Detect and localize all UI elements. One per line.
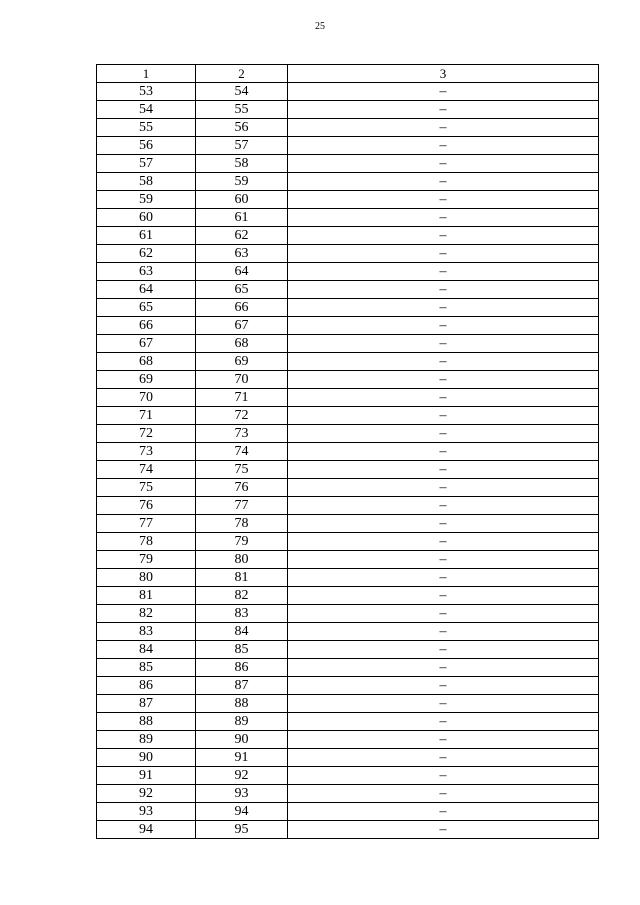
table-cell-col-3: –	[288, 767, 599, 785]
table-cell-col-2: 92	[196, 767, 288, 785]
table-cell-col-3: –	[288, 713, 599, 731]
table-row	[97, 173, 599, 191]
table-cell-col-1: 54	[97, 101, 196, 119]
table-cell-col-1: 56	[97, 137, 196, 155]
table-row	[97, 749, 599, 767]
table-cell-col-2: 65	[196, 281, 288, 299]
table-cell-col-2: 70	[196, 371, 288, 389]
table-cell-col-3: –	[288, 299, 599, 317]
table-row	[97, 677, 599, 695]
table-row	[97, 263, 599, 281]
table-cell-col-1: 75	[97, 479, 196, 497]
table-row	[97, 155, 599, 173]
table-cell-col-3: –	[288, 407, 599, 425]
table-cell-col-3: –	[288, 83, 599, 101]
table-cell-col-1: 90	[97, 749, 196, 767]
table-cell-col-2: 58	[196, 155, 288, 173]
column-header-3: 3	[288, 65, 599, 83]
table-cell-col-2: 90	[196, 731, 288, 749]
table-cell-col-2: 80	[196, 551, 288, 569]
table-cell-col-1: 62	[97, 245, 196, 263]
table-cell-col-2: 83	[196, 605, 288, 623]
table-cell-col-1: 94	[97, 821, 196, 839]
table-cell-col-1: 66	[97, 317, 196, 335]
table-cell-col-3: –	[288, 119, 599, 137]
table-cell-col-3: –	[288, 281, 599, 299]
table-cell-col-3: –	[288, 569, 599, 587]
table-cell-col-2: 91	[196, 749, 288, 767]
table-row	[97, 479, 599, 497]
table-cell-col-2: 68	[196, 335, 288, 353]
table-row	[97, 83, 599, 101]
table-cell-col-1: 70	[97, 389, 196, 407]
table-cell-col-1: 88	[97, 713, 196, 731]
table-cell-col-2: 64	[196, 263, 288, 281]
table-cell-col-1: 67	[97, 335, 196, 353]
table-cell-col-3: –	[288, 173, 599, 191]
table-row	[97, 443, 599, 461]
table-cell-col-3: –	[288, 191, 599, 209]
table-cell-col-2: 95	[196, 821, 288, 839]
table-cell-col-3: –	[288, 425, 599, 443]
table-row	[97, 533, 599, 551]
table-row	[97, 299, 599, 317]
table-cell-col-1: 58	[97, 173, 196, 191]
table-cell-col-3: –	[288, 479, 599, 497]
table-cell-col-2: 89	[196, 713, 288, 731]
table-cell-col-3: –	[288, 263, 599, 281]
table-cell-col-1: 53	[97, 83, 196, 101]
table-cell-col-1: 60	[97, 209, 196, 227]
table-cell-col-1: 86	[97, 677, 196, 695]
table-row	[97, 695, 599, 713]
table-cell-col-1: 93	[97, 803, 196, 821]
table-row	[97, 641, 599, 659]
table-cell-col-1: 73	[97, 443, 196, 461]
table-cell-col-3: –	[288, 353, 599, 371]
table-cell-col-3: –	[288, 821, 599, 839]
table-cell-col-2: 82	[196, 587, 288, 605]
table-cell-col-2: 84	[196, 623, 288, 641]
table-cell-col-2: 69	[196, 353, 288, 371]
table-cell-col-2: 56	[196, 119, 288, 137]
table-row	[97, 227, 599, 245]
table-cell-col-2: 63	[196, 245, 288, 263]
table-cell-col-2: 78	[196, 515, 288, 533]
table-row	[97, 551, 599, 569]
table-cell-col-1: 65	[97, 299, 196, 317]
table-cell-col-2: 77	[196, 497, 288, 515]
table-cell-col-1: 82	[97, 605, 196, 623]
table-cell-col-3: –	[288, 551, 599, 569]
table-cell-col-3: –	[288, 335, 599, 353]
table-row	[97, 821, 599, 839]
table-cell-col-2: 62	[196, 227, 288, 245]
table-cell-col-3: –	[288, 371, 599, 389]
table-cell-col-1: 83	[97, 623, 196, 641]
table-cell-col-1: 87	[97, 695, 196, 713]
table-row	[97, 713, 599, 731]
table-cell-col-3: –	[288, 155, 599, 173]
table-cell-col-3: –	[288, 587, 599, 605]
table-cell-col-1: 71	[97, 407, 196, 425]
table-cell-col-2: 81	[196, 569, 288, 587]
table-cell-col-3: –	[288, 245, 599, 263]
table-cell-col-3: –	[288, 731, 599, 749]
table-cell-col-2: 85	[196, 641, 288, 659]
table-cell-col-1: 61	[97, 227, 196, 245]
table-cell-col-1: 64	[97, 281, 196, 299]
table-cell-col-3: –	[288, 677, 599, 695]
table-cell-col-3: –	[288, 623, 599, 641]
table-cell-col-1: 84	[97, 641, 196, 659]
table-cell-col-1: 72	[97, 425, 196, 443]
table-cell-col-3: –	[288, 695, 599, 713]
table-cell-col-1: 68	[97, 353, 196, 371]
table-cell-col-2: 87	[196, 677, 288, 695]
table-cell-col-1: 69	[97, 371, 196, 389]
table-cell-col-3: –	[288, 497, 599, 515]
table-cell-col-2: 76	[196, 479, 288, 497]
table-row	[97, 317, 599, 335]
table-cell-col-3: –	[288, 101, 599, 119]
table-cell-col-3: –	[288, 317, 599, 335]
table-cell-col-1: 81	[97, 587, 196, 605]
page-number: 25	[315, 21, 325, 32]
table-row	[97, 731, 599, 749]
table-row	[97, 209, 599, 227]
table-row	[97, 767, 599, 785]
table-cell-col-3: –	[288, 605, 599, 623]
table-cell-col-3: –	[288, 641, 599, 659]
table-cell-col-2: 72	[196, 407, 288, 425]
table-cell-col-1: 55	[97, 119, 196, 137]
table-row	[97, 785, 599, 803]
table-row	[97, 515, 599, 533]
table-cell-col-1: 92	[97, 785, 196, 803]
table-row	[97, 659, 599, 677]
table-cell-col-1: 78	[97, 533, 196, 551]
table-cell-col-1: 85	[97, 659, 196, 677]
table-cell-col-2: 88	[196, 695, 288, 713]
table-cell-col-2: 54	[196, 83, 288, 101]
table-cell-col-2: 93	[196, 785, 288, 803]
table-cell-col-1: 79	[97, 551, 196, 569]
table-cell-col-2: 67	[196, 317, 288, 335]
table-cell-col-3: –	[288, 389, 599, 407]
table-row	[97, 623, 599, 641]
table-cell-col-2: 59	[196, 173, 288, 191]
table-cell-col-2: 55	[196, 101, 288, 119]
table-row	[97, 245, 599, 263]
table-row	[97, 803, 599, 821]
table-row	[97, 353, 599, 371]
table-cell-col-2: 73	[196, 425, 288, 443]
table-cell-col-2: 79	[196, 533, 288, 551]
table-cell-col-3: –	[288, 533, 599, 551]
table-body	[97, 83, 599, 839]
table-cell-col-1: 91	[97, 767, 196, 785]
column-header-1: 1	[97, 65, 196, 83]
table-cell-col-3: –	[288, 749, 599, 767]
table-cell-col-1: 77	[97, 515, 196, 533]
table-cell-col-1: 63	[97, 263, 196, 281]
table-cell-col-2: 57	[196, 137, 288, 155]
table-cell-col-2: 60	[196, 191, 288, 209]
table-cell-col-2: 75	[196, 461, 288, 479]
table-cell-col-2: 61	[196, 209, 288, 227]
table-row	[97, 389, 599, 407]
table-cell-col-1: 59	[97, 191, 196, 209]
table-row	[97, 587, 599, 605]
table-row	[97, 569, 599, 587]
table-cell-col-2: 94	[196, 803, 288, 821]
table-row	[97, 497, 599, 515]
table-cell-col-2: 74	[196, 443, 288, 461]
table-row	[97, 605, 599, 623]
table-header-row	[97, 65, 599, 83]
table-cell-col-1: 57	[97, 155, 196, 173]
table-cell-col-3: –	[288, 515, 599, 533]
table-cell-col-3: –	[288, 209, 599, 227]
table-cell-col-2: 66	[196, 299, 288, 317]
table-cell-col-1: 89	[97, 731, 196, 749]
table-cell-col-3: –	[288, 443, 599, 461]
table-row	[97, 101, 599, 119]
table-row	[97, 425, 599, 443]
table-cell-col-1: 74	[97, 461, 196, 479]
table-row	[97, 191, 599, 209]
table-cell-col-2: 86	[196, 659, 288, 677]
table-cell-col-3: –	[288, 137, 599, 155]
table-cell-col-3: –	[288, 785, 599, 803]
table-cell-col-2: 71	[196, 389, 288, 407]
table-row	[97, 461, 599, 479]
table-cell-col-3: –	[288, 803, 599, 821]
table-row	[97, 137, 599, 155]
table-row	[97, 371, 599, 389]
table-cell-col-1: 80	[97, 569, 196, 587]
table-cell-col-3: –	[288, 227, 599, 245]
table-cell-col-3: –	[288, 461, 599, 479]
table-row	[97, 281, 599, 299]
column-header-2: 2	[196, 65, 288, 83]
table-row	[97, 407, 599, 425]
table-row	[97, 119, 599, 137]
table-cell-col-1: 76	[97, 497, 196, 515]
table-row	[97, 335, 599, 353]
table-cell-col-3: –	[288, 659, 599, 677]
data-table	[96, 64, 599, 839]
